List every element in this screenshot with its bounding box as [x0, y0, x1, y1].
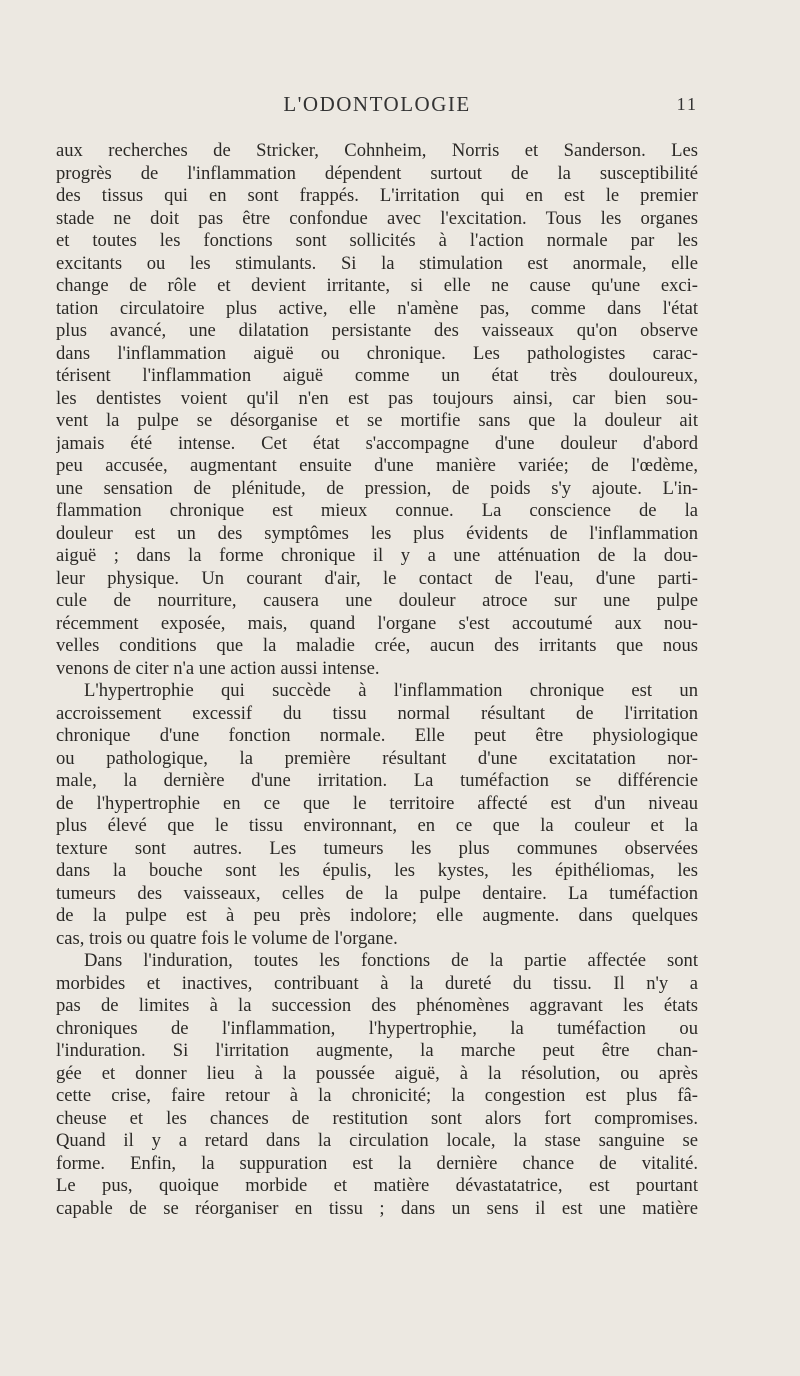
- text-line: une sensation de plénitude, de pression, de poids s'y ajoute. L'in-: [56, 477, 698, 499]
- text-line: aiguë ; dans la forme chronique il y a une atténuation de la dou-: [56, 545, 698, 566]
- running-head: [56, 92, 698, 122]
- text-line: des tissus qui en sont frappés. L'irritation qui en est le premier: [56, 185, 698, 206]
- text-line: change de rôle et devient irritante, si elle ne cause qu'une exci-: [56, 275, 698, 296]
- text-line: venons de citer n'a une action aussi intense.: [56, 657, 380, 679]
- text-line: ou pathologique, la première résultant d'une excitatation nor-: [56, 747, 698, 769]
- text-line: térisent l'inflammation aiguë comme un état très douloureux,: [56, 365, 698, 386]
- running-title: L'ODONTOLOGIE: [283, 92, 471, 116]
- text-line: plus élevé que le tissu environnant, en ce que la couleur et la: [56, 815, 698, 836]
- body-text: [56, 140, 698, 1220]
- text-line: morbides et inactives, contribuant à la dureté du tissu. Il n'y a: [56, 972, 698, 994]
- text-line: capable de se réorganiser en tissu ; dans un sens il est une matière: [56, 1197, 698, 1219]
- text-line: l'induration. Si l'irritation augmente, la marche peut être chan-: [56, 1040, 698, 1061]
- text-line: jamais été intense. Cet état s'accompagne d'une douleur d'abord: [56, 432, 698, 454]
- text-line: récemment exposée, mais, quand l'organe s'est accoutumé aux nou-: [56, 612, 698, 634]
- text-line: texture sont autres. Les tumeurs les plus communes observées: [56, 837, 698, 859]
- paragraph: [56, 950, 698, 1220]
- text-line: Le pus, quoique morbide et matière dévastatatrice, est pourtant: [56, 1175, 698, 1196]
- text-line: douleur est un des symptômes les plus évidents de l'inflammation: [56, 522, 698, 544]
- text-line: chroniques de l'inflammation, l'hypertrophie, la tuméfaction ou: [56, 1017, 698, 1039]
- text-line: cule de nourriture, causera une douleur atroce sur une pulpe: [56, 590, 698, 611]
- text-line: stade ne doit pas être confondue avec l'excitation. Tous les organes: [56, 207, 698, 229]
- text-line: peu accusée, augmentant ensuite d'une manière variée; de l'œdème,: [56, 455, 698, 476]
- text-line: vent la pulpe se désorganise et se mortifie sans que la douleur ait: [56, 410, 698, 431]
- text-line: male, la dernière d'une irritation. La tuméfaction se différencie: [56, 770, 698, 791]
- text-line: les dentistes voient qu'il n'en est pas toujours ainsi, car bien sou-: [56, 387, 698, 409]
- text-line: plus avancé, une dilatation persistante des vaisseaux qu'on observe: [56, 320, 698, 341]
- paragraph: [56, 140, 698, 680]
- text-line: pas de limites à la succession des phénomènes aggravant les états: [56, 995, 698, 1016]
- text-line: leur physique. Un courant d'air, le contact de l'eau, d'une parti-: [56, 567, 698, 589]
- text-line: gée et donner lieu à la poussée aiguë, à la résolution, ou après: [56, 1062, 698, 1084]
- text-line: dans la bouche sont les épulis, les kystes, les épithéliomas, les: [56, 860, 698, 881]
- text-line: cheuse et les chances de restitution sont alors fort compromises.: [56, 1107, 698, 1129]
- text-line: tation circulatoire plus active, elle n'amène pas, comme dans l'état: [56, 297, 698, 319]
- text-line: et toutes les fonctions sont sollicités à l'action normale par les: [56, 230, 698, 251]
- text-line: flammation chronique est mieux connue. La conscience de la: [56, 500, 698, 521]
- text-line: de la pulpe est à peu près indolore; elle augmente. dans quelques: [56, 905, 698, 926]
- text-line: accroissement excessif du tissu normal résultant de l'irritation: [56, 702, 698, 724]
- text-line: cette crise, faire retour à la chronicité; la congestion est plus fâ-: [56, 1085, 698, 1106]
- text-line: velles conditions que la maladie crée, aucun des irritants que nous: [56, 635, 698, 656]
- text-line: forme. Enfin, la suppuration est la dernière chance de vitalité.: [56, 1152, 698, 1174]
- text-line: chronique d'une fonction normale. Elle peut être physiologique: [56, 725, 698, 746]
- paragraph: [56, 680, 698, 950]
- text-line: L'hypertrophie qui succède à l'inflammation chronique est un: [84, 680, 698, 701]
- text-line: progrès de l'inflammation dépendent surtout de la susceptibilité: [56, 162, 698, 184]
- text-line: Dans l'induration, toutes les fonctions de la partie affectée sont: [84, 950, 698, 971]
- text-line: cas, trois ou quatre fois le volume de l'organe.: [56, 927, 398, 949]
- text-line: excitants ou les stimulants. Si la stimulation est anormale, elle: [56, 252, 698, 274]
- text-line: aux recherches de Stricker, Cohnheim, Norris et Sanderson. Les: [56, 140, 698, 161]
- text-line: Quand il y a retard dans la circulation locale, la stase sanguine se: [56, 1130, 698, 1151]
- text-line: dans l'inflammation aiguë ou chronique. Les pathologistes carac-: [56, 342, 698, 364]
- page-number: 11: [676, 94, 698, 114]
- text-line: de l'hypertrophie en ce que le territoire affecté est d'un niveau: [56, 792, 698, 814]
- text-line: tumeurs des vaisseaux, celles de la pulpe dentaire. La tuméfaction: [56, 882, 698, 904]
